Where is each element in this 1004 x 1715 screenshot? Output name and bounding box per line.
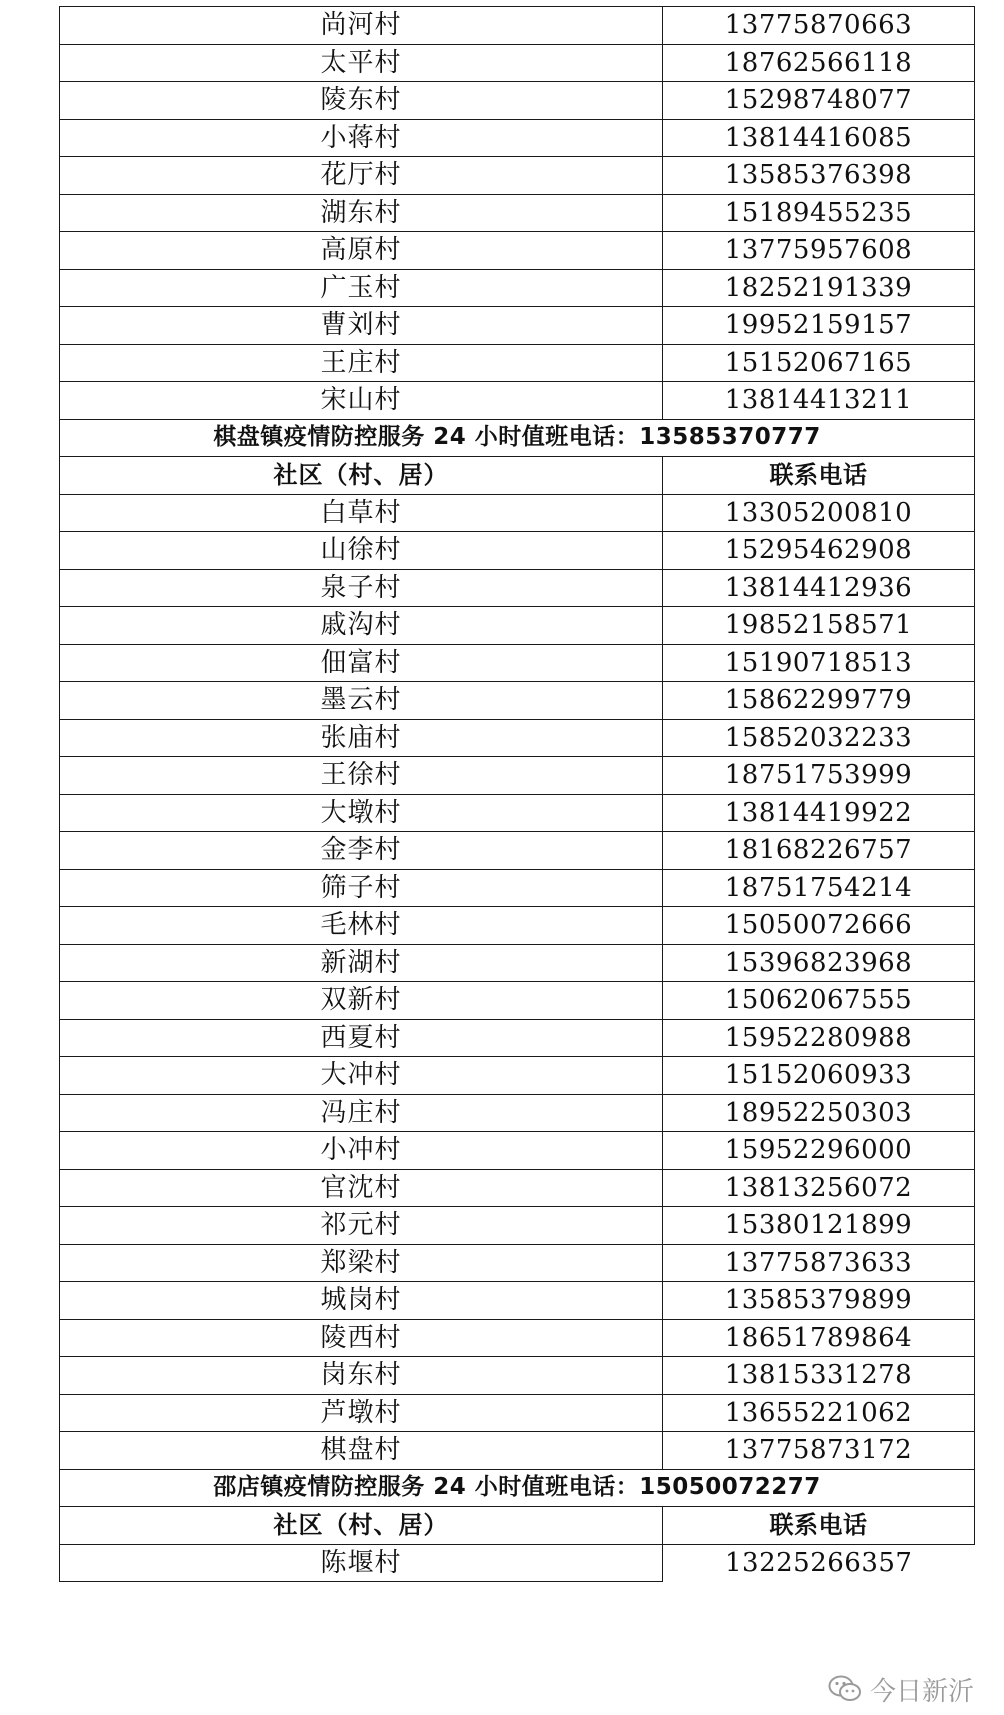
phone-number: 13225266357: [663, 1544, 975, 1582]
village-name: 小蒋村: [60, 119, 663, 157]
contact-table-body: [60, 7, 975, 1582]
village-name: 高原村: [60, 232, 663, 270]
phone-number: 15050072666: [663, 907, 975, 945]
village-name: 陵西村: [60, 1319, 663, 1357]
column-header-community: 社区（村、居）: [60, 457, 663, 495]
phone-number: 15852032233: [663, 719, 975, 757]
table-row: [60, 382, 975, 420]
village-name: 泉子村: [60, 569, 663, 607]
village-name: 花厅村: [60, 157, 663, 195]
wechat-icon: [828, 1674, 862, 1704]
table-row: [60, 119, 975, 157]
village-name: 城岗村: [60, 1282, 663, 1320]
table-row: [60, 1244, 975, 1282]
village-name: 王庄村: [60, 344, 663, 382]
village-name: 陈堰村: [60, 1544, 663, 1582]
phone-number: 15952280988: [663, 1019, 975, 1057]
phone-number: 13585376398: [663, 157, 975, 195]
phone-number: 19952159157: [663, 307, 975, 345]
table-row: [60, 719, 975, 757]
table-row: [60, 907, 975, 945]
phone-number: 15862299779: [663, 682, 975, 720]
table-row: [60, 232, 975, 270]
phone-number: 13814419922: [663, 794, 975, 832]
phone-number: 15190718513: [663, 644, 975, 682]
table-row: [60, 1432, 975, 1470]
phone-number: 13813256072: [663, 1169, 975, 1207]
phone-number: 18751754214: [663, 869, 975, 907]
table-row: [60, 82, 975, 120]
phone-number: 13775870663: [663, 7, 975, 45]
phone-number: 15295462908: [663, 532, 975, 570]
village-name: 白草村: [60, 494, 663, 532]
village-name: 山徐村: [60, 532, 663, 570]
phone-number: 15952296000: [663, 1132, 975, 1170]
phone-number: 13305200810: [663, 494, 975, 532]
table-row: [60, 1357, 975, 1395]
table-row: [60, 1282, 975, 1320]
table-row: [60, 1132, 975, 1170]
table-row: [60, 44, 975, 82]
column-header-phone: 联系电话: [663, 457, 975, 495]
phone-number: 18252191339: [663, 269, 975, 307]
phone-number: 18651789864: [663, 1319, 975, 1357]
village-name: 戚沟村: [60, 607, 663, 645]
column-header-row: [60, 457, 975, 495]
phone-number: 15298748077: [663, 82, 975, 120]
village-name: 西夏村: [60, 1019, 663, 1057]
phone-number: 13775957608: [663, 232, 975, 270]
village-name: 岗东村: [60, 1357, 663, 1395]
column-header-phone: 联系电话: [663, 1507, 975, 1545]
phone-number: 15062067555: [663, 982, 975, 1020]
phone-number: 15189455235: [663, 194, 975, 232]
hotline-row: [60, 419, 975, 457]
village-name: 张庙村: [60, 719, 663, 757]
phone-number: 13814412936: [663, 569, 975, 607]
village-name: 大冲村: [60, 1057, 663, 1095]
phone-number: 13815331278: [663, 1357, 975, 1395]
column-header-community: 社区（村、居）: [60, 1507, 663, 1545]
village-name: 棋盘村: [60, 1432, 663, 1470]
village-name: 金李村: [60, 832, 663, 870]
table-row: [60, 269, 975, 307]
table-row: [60, 869, 975, 907]
village-name: 曹刘村: [60, 307, 663, 345]
village-name: 陵东村: [60, 82, 663, 120]
village-name: 太平村: [60, 44, 663, 82]
hotline-text: 棋盘镇疫情防控服务 24 小时值班电话：13585370777: [60, 419, 975, 457]
table-row: [60, 682, 975, 720]
phone-number: 18168226757: [663, 832, 975, 870]
village-name: 湖东村: [60, 194, 663, 232]
table-row: [60, 1019, 975, 1057]
table-row: [60, 757, 975, 795]
watermark-text: 今日新沂: [869, 1676, 974, 1707]
village-name: 冯庄村: [60, 1094, 663, 1132]
table-row: [60, 1544, 975, 1582]
village-name: 筛子村: [60, 869, 663, 907]
village-name: 王徐村: [60, 757, 663, 795]
watermark: [824, 1669, 978, 1709]
table-row: [60, 944, 975, 982]
phone-number: 19852158571: [663, 607, 975, 645]
table-row: [60, 982, 975, 1020]
village-name: 毛林村: [60, 907, 663, 945]
table-row: [60, 1169, 975, 1207]
village-name: 小冲村: [60, 1132, 663, 1170]
phone-number: 13814413211: [663, 382, 975, 420]
table-row: [60, 1207, 975, 1245]
column-header-row: [60, 1507, 975, 1545]
table-row: [60, 794, 975, 832]
table-row: [60, 307, 975, 345]
table-row: [60, 157, 975, 195]
village-name: 佃富村: [60, 644, 663, 682]
village-name: 新湖村: [60, 944, 663, 982]
phone-number: 13814416085: [663, 119, 975, 157]
phone-number: 13585379899: [663, 1282, 975, 1320]
village-name: 官沈村: [60, 1169, 663, 1207]
village-name: 大墩村: [60, 794, 663, 832]
table-row: [60, 832, 975, 870]
table-row: [60, 1319, 975, 1357]
table-row: [60, 1057, 975, 1095]
village-name: 宋山村: [60, 382, 663, 420]
phone-number: 13655221062: [663, 1394, 975, 1432]
hotline-row: [60, 1469, 975, 1507]
table-row: [60, 607, 975, 645]
phone-number: 15396823968: [663, 944, 975, 982]
phone-number: 13775873633: [663, 1244, 975, 1282]
table-row: [60, 1094, 975, 1132]
village-name: 祁元村: [60, 1207, 663, 1245]
village-name: 双新村: [60, 982, 663, 1020]
village-name: 郑梁村: [60, 1244, 663, 1282]
table-row: [60, 532, 975, 570]
village-name: 尚河村: [60, 7, 663, 45]
hotline-text: 邵店镇疫情防控服务 24 小时值班电话：15050072277: [60, 1469, 975, 1507]
village-name: 芦墩村: [60, 1394, 663, 1432]
village-name: 墨云村: [60, 682, 663, 720]
phone-number: 15152067165: [663, 344, 975, 382]
table-row: [60, 344, 975, 382]
phone-number: 18762566118: [663, 44, 975, 82]
phone-number: 15380121899: [663, 1207, 975, 1245]
contact-table: [59, 6, 975, 1582]
table-row: [60, 569, 975, 607]
phone-number: 18952250303: [663, 1094, 975, 1132]
phone-number: 13775873172: [663, 1432, 975, 1470]
village-name: 广玉村: [60, 269, 663, 307]
phone-number: 18751753999: [663, 757, 975, 795]
phone-number: 15152060933: [663, 1057, 975, 1095]
table-row: [60, 1394, 975, 1432]
table-row: [60, 194, 975, 232]
table-row: [60, 7, 975, 45]
table-row: [60, 494, 975, 532]
table-row: [60, 644, 975, 682]
